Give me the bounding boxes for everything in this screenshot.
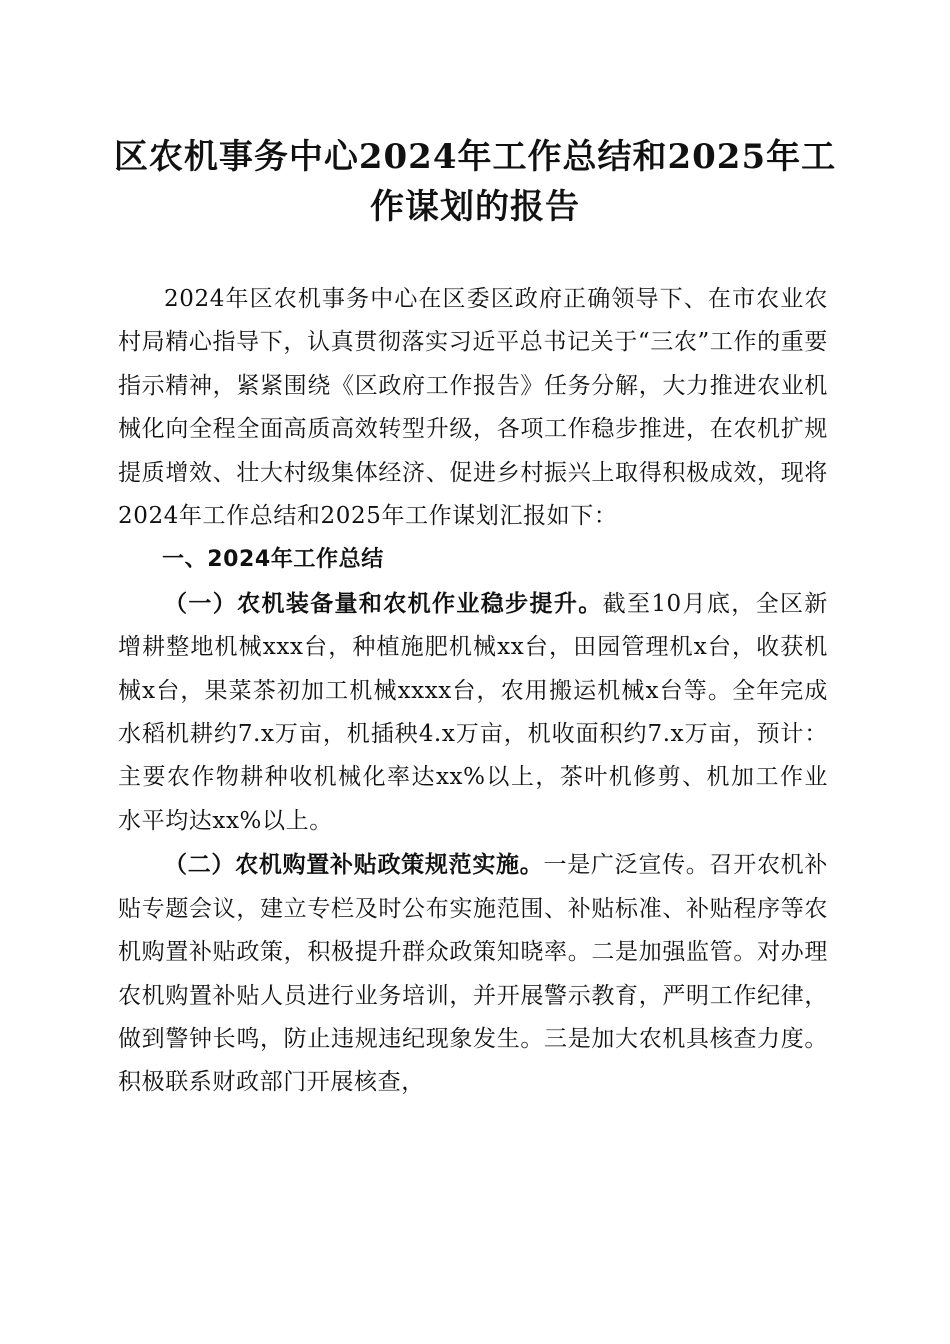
- paragraph-equipment-growth: [118, 582, 828, 843]
- paragraph-subsidy-policy: [118, 843, 828, 1104]
- document-title-line-1: 区农机事务中心2024年工作总结和2025年工: [113, 137, 837, 177]
- document-title: [110, 132, 840, 232]
- document-title-line-2: 作谋划的报告: [370, 187, 580, 227]
- section-heading-2024-summary: 一、2024年工作总结: [162, 547, 384, 573]
- intro-paragraph: 2024年区农机事务中心在区委区政府正确领导下、在市农业农村局精心指导下，认真贯彻落实习近平总书记关于“三农”工作的重要指示精神，紧紧围绕《区政府工作报告》任务分解，大力推进农业机械化向全程全面高质高效转型升级，各项工作稳步推进，在农机扩规提质增效、壮大村级集体经济、促进乡村振兴上取得积极成效，现将2024年工作总结和2025年工作谋划汇报如下：: [118, 286, 828, 530]
- paragraph-subsidy-policy-text: 一是广泛宣传。召开农机补贴专题会议，建立专栏及时公布实施范围、补贴标准、补贴程序等农机购置补贴政策，积极提升群众政策知晓率。二是加强监管。对办理农机购置补贴人员进行业务培训，并开展警示教育，严明工作纪律，做到警钟长鸣，防止违规违纪现象发生。三是加大农机具核查力度。积极联系财政部门开展核查，: [118, 852, 828, 1096]
- paragraph-subsidy-policy-lead: （二）农机购置补贴政策规范实施。: [164, 851, 544, 879]
- paragraph-equipment-growth-text: 截至10月底，全区新增耕整地机械xxx台，种植施肥机械xx台，田园管理机x台，收获机械x台，果菜茶初加工机械xxxx台，农用搬运机械x台等。全年完成水稻机耕约7.x万亩，机插秧4.x万亩，机收面积约7.x万亩，预计：主要农作物耕种收机械化率达xx%以上，茶叶机修剪、机加工作业水平均达xx%以上。: [118, 590, 828, 834]
- document-body: [118, 278, 828, 1105]
- paragraph-equipment-growth-lead: （一）农机装备量和农机作业稳步提升。: [164, 589, 603, 617]
